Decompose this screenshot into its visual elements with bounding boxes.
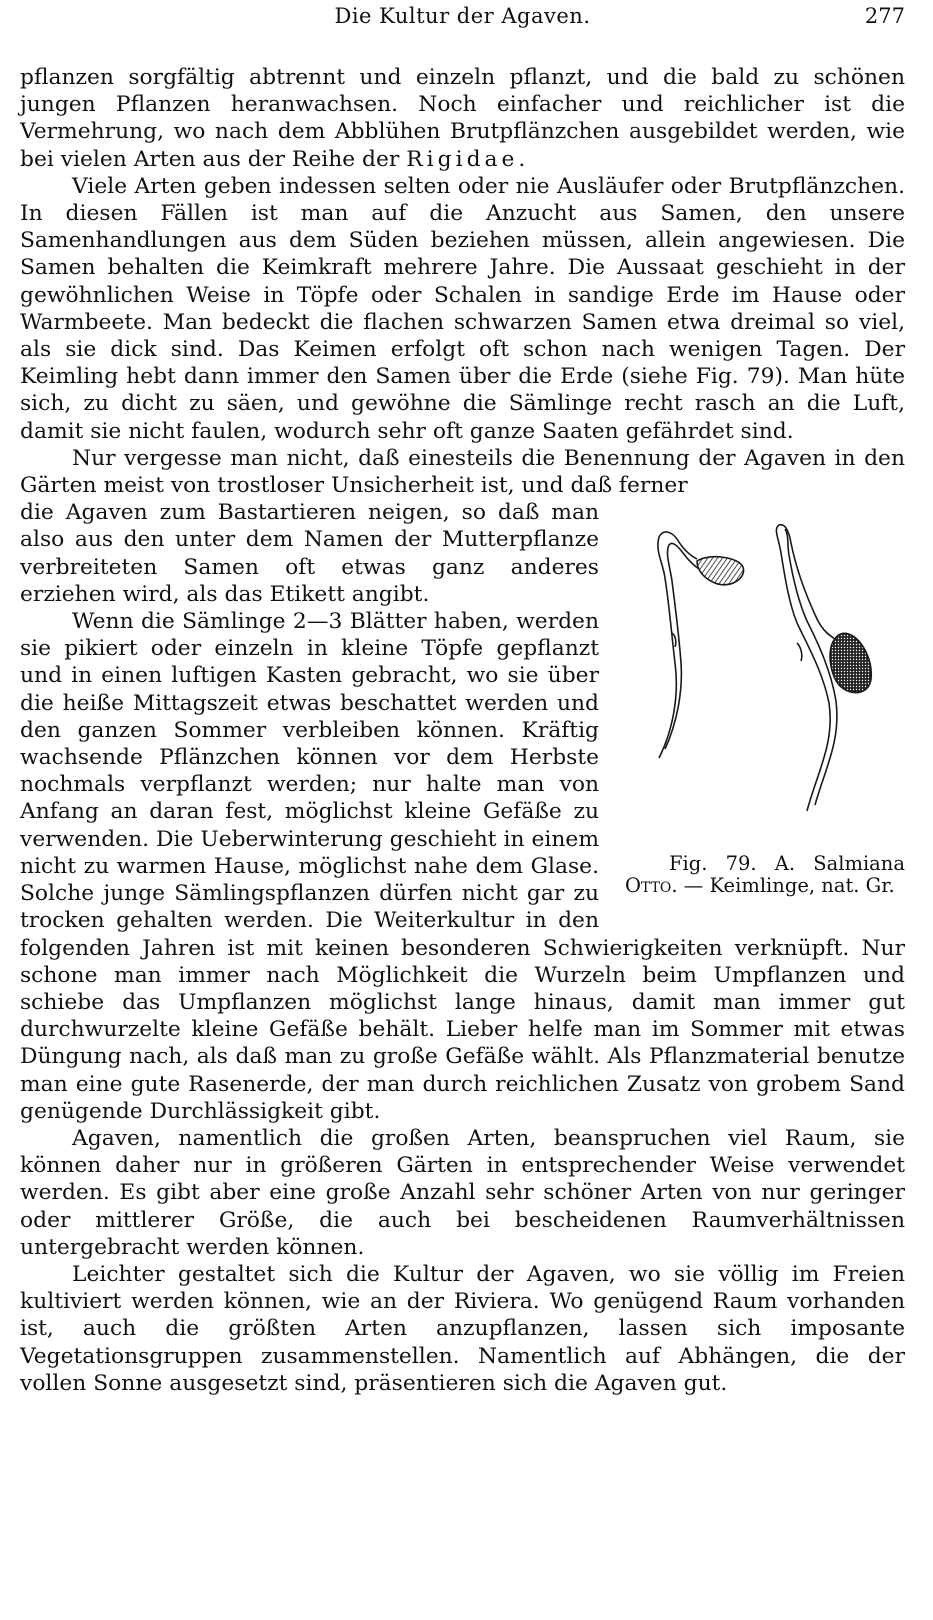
paragraph-1-text: pflanzen sorgfältig abtrennt und einzeln pflanzt, und die bald zu schönen jungen Pflanzen heranwachsen. Noch einfacher und reichlicher ist die Vermehrung, wo nach dem Abblühen Brutpflänzchen ausgebildet werden, wie bei vielen Arten aus der Reihe der bbox=[20, 65, 905, 172]
right-seedling bbox=[776, 525, 837, 811]
running-title: Die Kultur der Agaven. bbox=[334, 4, 591, 28]
body-text bbox=[20, 64, 905, 1397]
running-header bbox=[20, 4, 905, 34]
right-seed bbox=[830, 634, 871, 693]
figure-caption bbox=[625, 853, 905, 897]
paragraph-1-end: . bbox=[518, 146, 526, 172]
paragraph-2: Viele Arten geben indessen selten oder nie Ausläufer oder Brutpflänzchen. In diesen Fällen ist man auf die Anzucht aus Samen, den unsere Samenhandlungen aus dem Süden beziehen müssen, allein angewiesen. Die Samen behalten die Keimkraft mehrere Jahre. Die Aussaat geschieht in der gewöhnlichen Weise in Töpfe oder Schalen in sandige Erde im Hause oder Warmbeete. Man bedeckt die flachen schwarzen Samen etwa dreimal so viel, als sie dick sind. Das Keimen erfolgt oft schon nach wenigen Tagen. Der Keimling hebt dann immer den Samen über die Erde (siehe Fig. 79). Man hüte sich, zu dicht zu säen, und gewöhne die Sämlinge recht rasch an die Luft, damit sie nicht faulen, wodurch sehr oft ganze Saaten gefährdet sind. bbox=[20, 173, 905, 444]
page-number: 277 bbox=[864, 4, 905, 28]
caption-text: Fig. 79. A. Salmiana bbox=[669, 852, 905, 876]
seedling-illustration bbox=[639, 523, 889, 813]
paragraph-3-lead: Nur vergesse man nicht, daß einesteils die Benennung der Agaven in den Gärten meist von trostloser Unsicherheit ist, und daß ferner bbox=[20, 445, 905, 499]
left-seed bbox=[697, 557, 744, 585]
paragraph-3-cont: die Agaven zum Bastartieren neigen, so daß man also aus den unter dem Namen der Mutterpflanze verbreiteten Samen oft etwas ganz anderes erziehen wird, als das Etikett angibt. bbox=[20, 500, 599, 607]
paragraph-1 bbox=[20, 64, 905, 173]
paragraph-5: Agaven, namentlich die großen Arten, beanspruchen viel Raum, sie können daher nur in größeren Gärten in entsprechender Weise verwendet werden. Es gibt aber eine große Anzahl sehr schöner Arten von nur geringer oder mittlerer Größe, die auch bei bescheidenen Raumverhältnissen untergebracht werden können. bbox=[20, 1125, 905, 1260]
left-seedling bbox=[658, 532, 699, 758]
spaced-term-rigidae: Rigidae bbox=[406, 146, 519, 172]
paragraph-4: Wenn die Sämlinge 2—3 Blätter haben, werden sie pikiert oder einzeln in kleine Töpfe gepflanzt und in einen luftigen Kasten gebracht, wo sie über die heiße Mittagszeit etwas beschattet werden und den ganzen Sommer verbleiben können. Kräftig wachsende Pflänzchen können vor dem Herbste nochmals verpflanzt werden; nur halte man von Anfang an daran fest, möglichst kleine Gefäße zu verwenden. Die Ueberwinterung geschieht in einem nicht zu warmen Hause, möglichst nahe dem Glase. Solche junge Sämlingspflanzen dürfen nicht gar zu trocken gehalten werden. Die Weiterkultur in den folgenden Jahren ist mit keinen besonderen Schwierigkeiten verknüpft. Nur schone man immer nach Möglichkeit die Wurzeln beim Umpflanzen und schiebe das Umpflanzen möglichst lange hinaus, damit man immer gut durchwurzelte kleine Gefäße behält. Lieber helfe man im Sommer mit etwas Düngung nach, als daß man zu große Gefäße wählt. Als Pflanzmaterial benutze man eine gute Rasenerde, der man durch reichlichen Zusatz von grobem Sand genügende Durchlässigkeit gibt. bbox=[20, 609, 905, 1124]
paragraph-6: Leichter gestaltet sich die Kultur der Agaven, wo sie völlig im Freien kultiviert werden können, wie an der Riviera. Wo genügend Raum vorhanden ist, auch die größten Arten anzupflanzen, lassen sich imposante Vegetationsgruppen zusammenstellen. Namentlich auf Abhängen, die der vollen Sonne ausgesetzt sind, präsentieren sich die Agaven gut. bbox=[20, 1261, 905, 1396]
figure-79 bbox=[625, 499, 905, 917]
caption-author: Otto bbox=[625, 874, 672, 898]
caption-text-end: . — Keimlinge, nat. Gr. bbox=[671, 874, 895, 898]
